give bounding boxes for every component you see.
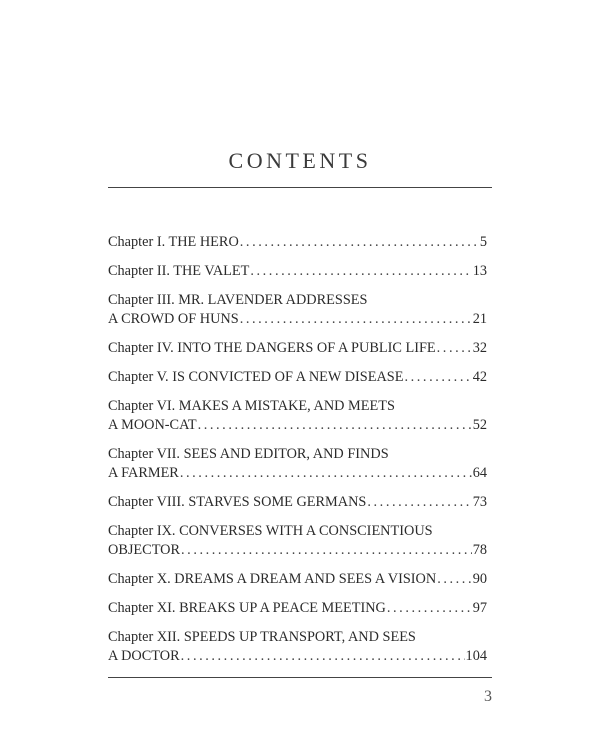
chapter-title: Chapter XII. SPEEDS UP TRANSPORT, AND SEES (108, 629, 416, 645)
toc-entry-line (108, 397, 487, 416)
toc-entry[interactable] (108, 628, 487, 666)
bottom-rule (108, 677, 492, 678)
table-of-contents (108, 233, 487, 676)
toc-entry[interactable] (108, 522, 487, 560)
toc-entry-line (108, 599, 487, 618)
toc-entry[interactable] (108, 397, 487, 435)
dot-leader (437, 570, 472, 589)
toc-entry-line (108, 628, 487, 647)
chapter-title: Chapter V. IS CONVICTED OF A NEW DISEASE (108, 369, 404, 385)
toc-entry-line (108, 416, 487, 435)
chapter-title: A MOON-CAT (108, 417, 197, 433)
dot-leader (198, 416, 472, 435)
toc-entry-line (108, 522, 487, 541)
toc-entry-line (108, 368, 487, 387)
toc-entry-line (108, 464, 487, 483)
toc-entry[interactable] (108, 445, 487, 483)
chapter-title: Chapter III. MR. LAVENDER ADDRESSES (108, 292, 368, 308)
chapter-title: Chapter VII. SEES AND EDITOR, AND FINDS (108, 446, 389, 462)
toc-entry-line (108, 233, 487, 252)
chapter-page-number: 90 (472, 571, 487, 587)
chapter-title: OBJECTOR (108, 542, 181, 558)
contents-heading: CONTENTS (228, 148, 372, 173)
toc-entry[interactable] (108, 339, 487, 358)
chapter-page-number: 73 (472, 494, 487, 510)
dot-leader (387, 599, 472, 618)
toc-entry-line (108, 647, 487, 666)
top-rule (108, 187, 492, 188)
chapter-title: Chapter VIII. STARVES SOME GERMANS (108, 494, 367, 510)
toc-entry[interactable] (108, 493, 487, 512)
toc-entry-line (108, 493, 487, 512)
toc-entry[interactable] (108, 233, 487, 252)
chapter-title: Chapter VI. MAKES A MISTAKE, AND MEETS (108, 398, 395, 414)
chapter-page-number: 52 (472, 417, 487, 433)
chapter-page-number: 13 (472, 263, 487, 279)
toc-entry-line (108, 262, 487, 281)
chapter-title: A CROWD OF HUNS (108, 311, 239, 327)
chapter-title: Chapter XI. BREAKS UP A PEACE MEETING (108, 600, 386, 616)
chapter-title: A DOCTOR (108, 648, 180, 664)
chapter-page-number: 42 (472, 369, 487, 385)
dot-leader (181, 647, 465, 666)
toc-entry-line (108, 570, 487, 589)
toc-entry[interactable] (108, 599, 487, 618)
dot-leader (367, 493, 471, 512)
toc-entry[interactable] (108, 291, 487, 329)
chapter-title: Chapter II. THE VALET (108, 263, 250, 279)
chapter-title: Chapter IV. INTO THE DANGERS OF A PUBLIC LIFE (108, 340, 436, 356)
toc-entry[interactable] (108, 262, 487, 281)
chapter-page-number: 78 (472, 542, 487, 558)
toc-entry-line (108, 310, 487, 329)
dot-leader (437, 339, 472, 358)
chapter-title: Chapter X. DREAMS A DREAM AND SEES A VISION (108, 571, 437, 587)
chapter-page-number: 5 (479, 234, 487, 250)
chapter-title: Chapter I. THE HERO (108, 234, 239, 250)
chapter-page-number: 64 (472, 465, 487, 481)
toc-entry-line (108, 339, 487, 358)
dot-leader (404, 368, 471, 387)
toc-entry[interactable] (108, 368, 487, 387)
toc-entry-line (108, 445, 487, 464)
toc-entry-line (108, 541, 487, 560)
dot-leader (180, 464, 472, 483)
chapter-title: Chapter IX. CONVERSES WITH A CONSCIENTIOUS (108, 523, 433, 539)
chapter-page-number: 32 (472, 340, 487, 356)
toc-entry-line (108, 291, 487, 310)
chapter-page-number: 104 (465, 648, 487, 664)
page-number: 3 (484, 688, 492, 705)
dot-leader (250, 262, 471, 281)
chapter-title: A FARMER (108, 465, 179, 481)
chapter-page-number: 21 (472, 311, 487, 327)
chapter-page-number: 97 (472, 600, 487, 616)
dot-leader (181, 541, 472, 560)
dot-leader (240, 233, 479, 252)
toc-entry[interactable] (108, 570, 487, 589)
dot-leader (240, 310, 472, 329)
